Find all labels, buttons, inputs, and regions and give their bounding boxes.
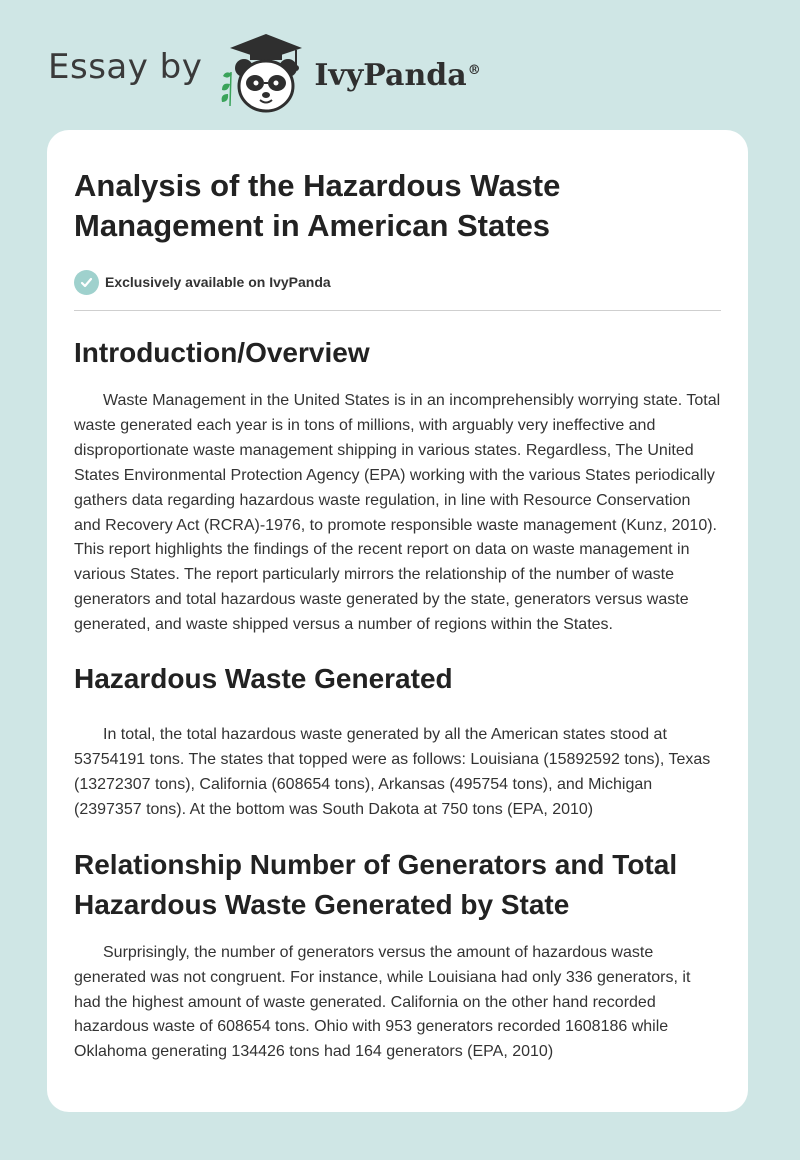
badge-text: Exclusively available on IvyPanda xyxy=(105,274,331,290)
section-body-hazardous-waste-generated: In total, the total hazardous waste generated by all the American states stood at 53754191 tons. The states that topped were as follows: Louisiana (15892592 tons), Texas (13272307 tons), California (608654 tons), Arkansas (495754 tons), and Michigan (2397357 tons). At the bottom was South Dakota at 750 tons (EPA, 2010) xyxy=(74,726,711,818)
brand-logo[interactable] xyxy=(48,28,481,118)
section-heading-generators-relationship: Relationship Number of Generators and Total Hazardous Waste Generated by State xyxy=(74,848,678,920)
exclusive-badge xyxy=(74,268,721,296)
section-body-generators-relationship: Surprisingly, the number of generators versus the amount of hazardous waste generated was not congruent. For instance, while Louisiana had only 336 generators, it had the highest amount of waste generated. California on the other hand recorded hazardous waste of 608654 tons. Ohio with 953 generators recorded 1608186 while Oklahoma generating 134426 tons had 164 generators (EPA, 2010) xyxy=(74,943,691,1061)
check-circle-icon xyxy=(74,270,99,295)
section-heading-introduction: Introduction/Overview xyxy=(74,337,370,368)
article-card xyxy=(47,130,748,1112)
section-heading-hazardous-waste-generated: Hazardous Waste Generated xyxy=(74,663,453,695)
brand-name xyxy=(314,58,480,93)
brand-name-text: IvyPanda xyxy=(314,57,467,93)
registered-mark: ® xyxy=(467,62,481,78)
article-title: Analysis of the Hazardous Waste Management in American States xyxy=(74,168,561,243)
section-body-introduction: Waste Management in the United States is in an incomprehensibly worrying state. Total waste generated each year is in tons of millions, with arguably very ineffective and disproportionate waste management shipping in various states. Regardless, The United States Environmental Protection Agency (EPA) working with the various States periodically gathers data regarding hazardous waste regulation, in line with Resource Conservation and Recovery Act (RCRA)-1976, to promote responsible waste management (Kunz, 2010). This report highlights the findings of the recent report on data on waste management in various States. The report particularly mirrors the relationship of the number of waste generators and total hazardous waste generated by the state, generators versus waste generated, and waste shipped versus a number of regions within the States. xyxy=(74,392,721,634)
panda-graduate-icon xyxy=(216,28,310,118)
title-divider xyxy=(74,310,721,311)
brand-prefix: Essay by xyxy=(48,47,203,87)
